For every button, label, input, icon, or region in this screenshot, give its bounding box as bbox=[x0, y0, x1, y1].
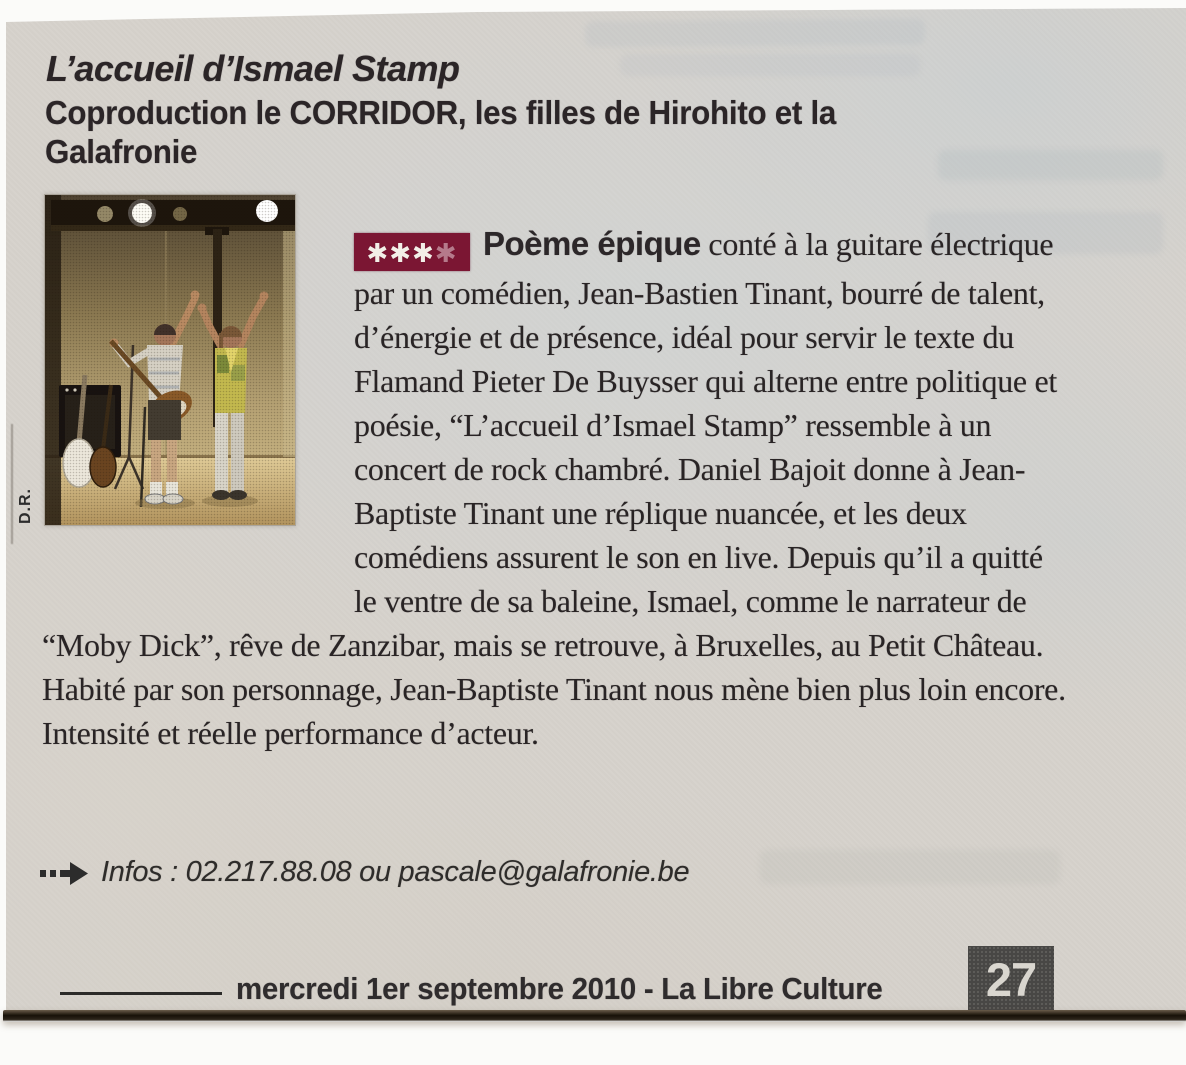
paper-bottom-edge-shadow bbox=[3, 1010, 1186, 1022]
bleed-through-smudge bbox=[938, 150, 1163, 180]
page-number: 27 bbox=[985, 952, 1037, 1006]
page-number-box bbox=[968, 946, 1054, 1012]
body-text: conté à la guitare électrique par un comédien, Jean-Bastien Tinant, bourré de talent, d’énergie et de présence, idéal pour servir le texte du Flamand Pieter De Buysser qui alterne entre politique et poésie, “L’accueil d’Ismael Stamp” ressemble à un concert de rock chambré. Daniel Bajoit donne à Jean-Baptiste Tinant une réplique nuancée, et les deux comédiens assurent le son en live. Depuis qu’il a quitté le ventre de sa baleine, Ismael, comme le narrateur de “Moby Dick”, rêve de Zanzibar, mais se retrouve, à Bruxelles, au Petit Château. Habité par son personnage, Jean-Baptiste Tinant nous mène bien plus loin encore. Intensité et réelle performance d’acteur. bbox=[42, 226, 1066, 751]
footer-dateline: mercredi 1er septembre 2010 - La Libre Culture bbox=[236, 971, 883, 1006]
bleed-through-smudge bbox=[585, 19, 925, 48]
info-line bbox=[40, 856, 689, 889]
subtitle-line: Coproduction le CORRIDOR, les filles de Hirohito et la bbox=[45, 94, 837, 131]
lead-text: Poème épique bbox=[483, 225, 701, 262]
article-title: L’accueil d’Ismael Stamp bbox=[46, 48, 460, 89]
star-icon: ✱ bbox=[389, 239, 412, 269]
article-body bbox=[42, 222, 1068, 755]
info-text: Infos : 02.217.88.08 ou pascale@galafronie.be bbox=[101, 856, 690, 888]
footer-rule bbox=[60, 992, 222, 995]
paper-scratch bbox=[11, 424, 13, 544]
photo-wrap-spacer bbox=[42, 222, 354, 620]
star-icon-faded: ✱ bbox=[434, 239, 458, 269]
star-icon: ✱ bbox=[366, 239, 390, 269]
subtitle-line: Galafronie bbox=[45, 133, 198, 170]
bleed-through-smudge bbox=[620, 54, 920, 76]
article-subtitle bbox=[45, 93, 836, 171]
photo-credit: D.R. bbox=[17, 488, 34, 524]
bleed-through-smudge bbox=[760, 850, 1060, 884]
star-rating-badge bbox=[354, 233, 470, 271]
dashed-arrow-icon bbox=[40, 859, 88, 887]
star-icon: ✱ bbox=[412, 239, 435, 269]
